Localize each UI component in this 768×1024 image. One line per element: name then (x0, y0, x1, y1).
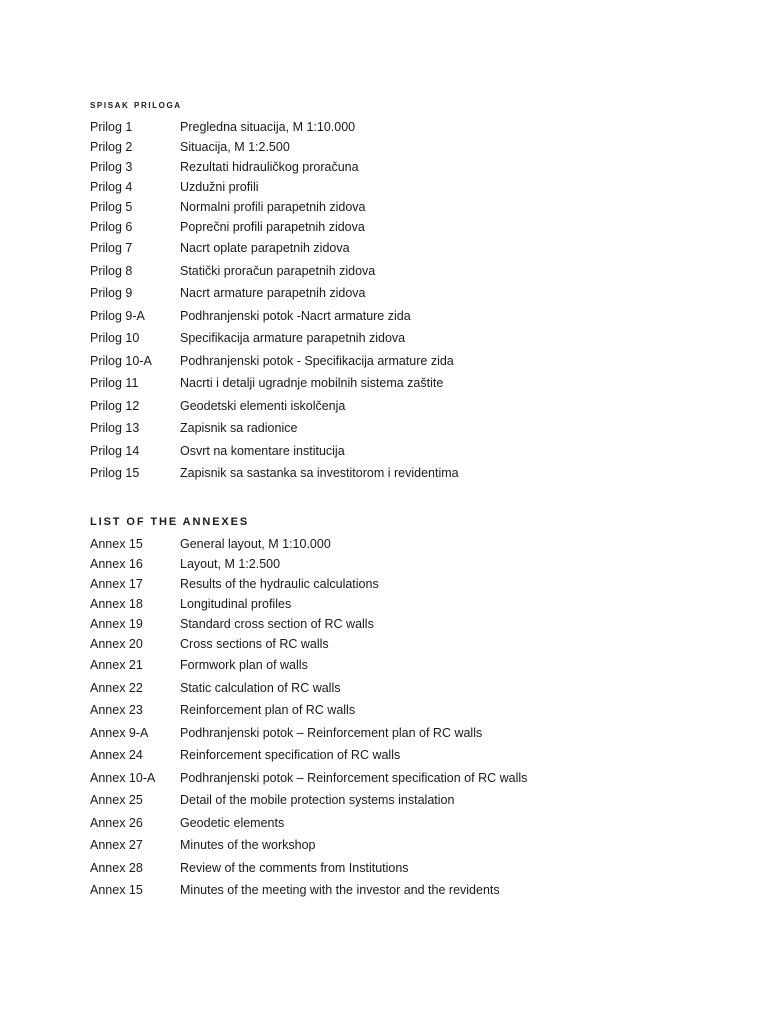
annex-number: Prilog 12 (90, 398, 140, 413)
annex-title: Reinforcement specification of RC walls (180, 748, 401, 762)
annex-number: Annex 21 (90, 658, 143, 672)
annex-number: Prilog 14 (90, 443, 140, 458)
annex-row (90, 744, 730, 767)
annex-number: Prilog 2 (90, 140, 133, 154)
annex-title: Nacrti i detalji ugradnje mobilnih sistema zaštite (180, 376, 444, 390)
annex-title: Geodetski elementi iskolčenja (180, 398, 346, 413)
annex-row (90, 857, 730, 880)
annex-row (90, 282, 730, 305)
annex-row (90, 574, 730, 594)
annex-number: Annex 9-A (90, 725, 149, 740)
annex-row (90, 417, 730, 440)
annex-title: Zapisnik sa radionice (180, 421, 298, 435)
annex-row (90, 217, 730, 237)
annex-title: Geodetic elements (180, 815, 285, 830)
annex-number: Annex 25 (90, 793, 143, 807)
annex-row (90, 534, 730, 554)
english-annex-rows (90, 534, 730, 902)
annex-number: Prilog 7 (90, 241, 133, 255)
annex-number: Prilog 9-A (90, 308, 145, 323)
annex-row (90, 879, 730, 902)
annex-number: Annex 18 (90, 597, 143, 611)
annex-row (90, 157, 730, 177)
annex-title: Review of the comments from Institutions (180, 860, 409, 875)
annex-number: Prilog 4 (90, 180, 133, 194)
annex-title: Detail of the mobile protection systems instalation (180, 793, 455, 807)
annex-title: Pregledna situacija, M 1:10.000 (180, 120, 356, 134)
annex-number: Prilog 1 (90, 120, 133, 134)
annex-title: Statički proračun parapetnih zidova (180, 263, 376, 278)
annex-row (90, 834, 730, 857)
annex-row (90, 177, 730, 197)
annex-title: Layout, M 1:2.500 (180, 557, 281, 571)
annex-title: Results of the hydraulic calculations (180, 577, 379, 591)
annex-title: Podhranjenski potok – Reinforcement plan of RC walls (180, 725, 483, 740)
annex-title: Podhranjenski potok - Specifikacija armature zida (180, 353, 454, 368)
annex-row (90, 767, 730, 790)
annex-title: Standard cross section of RC walls (180, 617, 374, 631)
annex-title: Nacrt oplate parapetnih zidova (180, 241, 350, 255)
annex-title: Reinforcement plan of RC walls (180, 703, 356, 717)
annex-number: Annex 23 (90, 703, 143, 717)
annex-row (90, 305, 730, 328)
annex-number: Annex 17 (90, 577, 143, 591)
annex-title: Normalni profili parapetnih zidova (180, 200, 366, 214)
annex-title: Rezultati hidrauličkog proračuna (180, 160, 359, 174)
annex-title: General layout, M 1:10.000 (180, 537, 331, 551)
annex-number: Prilog 5 (90, 200, 133, 214)
annex-row (90, 117, 730, 137)
annex-row (90, 554, 730, 574)
annex-number: Annex 26 (90, 815, 143, 830)
annex-row (90, 594, 730, 614)
annex-title: Static calculation of RC walls (180, 680, 341, 695)
annex-number: Annex 15 (90, 883, 143, 897)
annex-row (90, 462, 730, 485)
annex-row (90, 197, 730, 217)
annex-number: Annex 20 (90, 637, 143, 651)
serbian-annex-rows (90, 117, 730, 485)
annex-title: Zapisnik sa sastanka sa investitorom i revidentima (180, 466, 459, 480)
annex-row (90, 677, 730, 700)
annex-title: Situacija, M 1:2.500 (180, 140, 290, 154)
annex-row (90, 654, 730, 677)
annex-number: Annex 15 (90, 537, 143, 551)
annex-title: Specifikacija armature parapetnih zidova (180, 331, 406, 345)
annex-number: Prilog 10 (90, 331, 140, 345)
annex-row (90, 789, 730, 812)
annex-title: Podhranjenski potok – Reinforcement specification of RC walls (180, 770, 528, 785)
annex-title: Minutes of the meeting with the investor and the revidents (180, 883, 500, 897)
annex-row (90, 372, 730, 395)
annex-number: Annex 24 (90, 748, 143, 762)
annex-number: Annex 19 (90, 617, 143, 631)
annex-number: Annex 16 (90, 557, 143, 571)
section-heading-serbian: spisak priloga (90, 99, 182, 111)
annex-number: Prilog 3 (90, 160, 133, 174)
annex-row (90, 614, 730, 634)
annex-row (90, 440, 730, 463)
english-annex-list (90, 514, 730, 902)
annex-title: Cross sections of RC walls (180, 637, 329, 651)
annex-row (90, 395, 730, 418)
annex-title: Poprečni profili parapetnih zidova (180, 220, 365, 234)
annex-number: Prilog 11 (90, 376, 139, 390)
annex-row (90, 137, 730, 157)
annex-number: Annex 28 (90, 860, 143, 875)
annex-number: Prilog 13 (90, 421, 140, 435)
annex-number: Prilog 10-A (90, 353, 152, 368)
annex-row (90, 699, 730, 722)
annex-number: Prilog 6 (90, 220, 133, 234)
section-heading-english: LIST OF THE ANNEXES (90, 516, 250, 528)
annex-title: Podhranjenski potok -Nacrt armature zida (180, 308, 411, 323)
annex-number: Annex 27 (90, 838, 143, 852)
annex-number: Annex 22 (90, 680, 143, 695)
annex-row (90, 327, 730, 350)
annex-title: Nacrt armature parapetnih zidova (180, 286, 366, 300)
annex-title: Uzdužni profili (180, 180, 259, 194)
annex-title: Minutes of the workshop (180, 838, 316, 852)
annex-title: Formwork plan of walls (180, 658, 308, 672)
annex-number: Prilog 8 (90, 263, 133, 278)
annex-title: Osvrt na komentare institucija (180, 443, 345, 458)
annex-row (90, 722, 730, 745)
annex-row (90, 634, 730, 654)
annex-row (90, 237, 730, 260)
serbian-annex-list (90, 97, 730, 485)
annex-row (90, 350, 730, 373)
annex-number: Prilog 9 (90, 286, 133, 300)
annex-row (90, 812, 730, 835)
annex-row (90, 260, 730, 283)
annex-title: Longitudinal profiles (180, 597, 292, 611)
annex-number: Prilog 15 (90, 466, 140, 480)
annex-number: Annex 10-A (90, 770, 156, 785)
